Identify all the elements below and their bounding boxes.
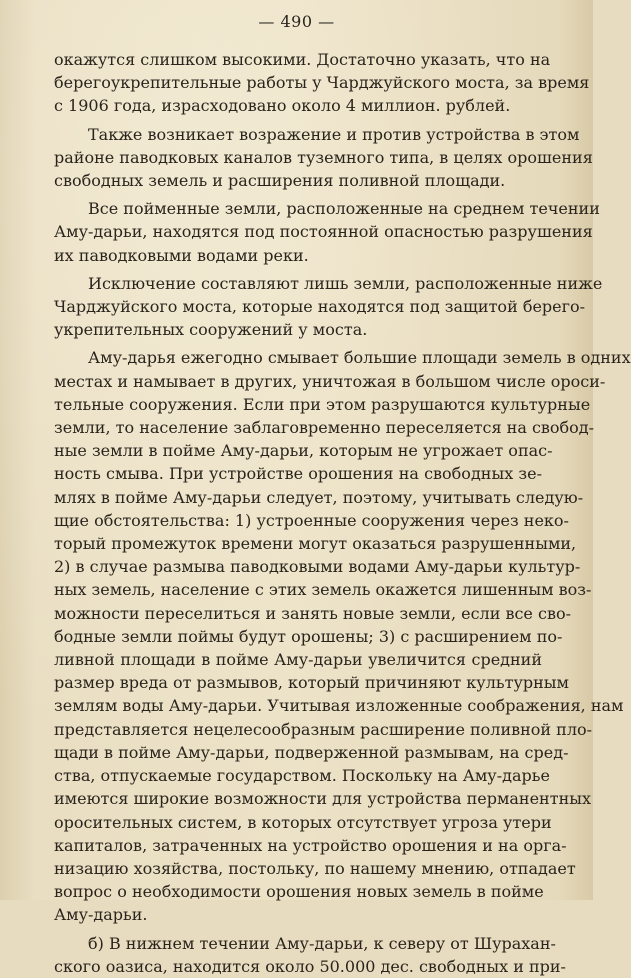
text-line: оросительных систем, в которых отсутствует угроза утери: [54, 812, 552, 832]
document-body: [54, 48, 631, 978]
text-line: ных земель, население с этих земель окажется лишенным воз-: [54, 580, 592, 600]
text-line: местах и намывает в других, уничтожая в большом числе ороси-: [54, 371, 606, 391]
text-line: свободных земель и расширения поливной площади.: [54, 171, 506, 191]
text-line: окажутся слишком высокими. Достаточно указать, что на: [54, 50, 551, 69]
text-line: вопрос о необходимости орошения новых земель в пойме: [54, 882, 544, 902]
text-line: тельные сооружения. Если при этом разрушаются культурные: [54, 394, 591, 414]
text-line: щади в пойме Аму-дарьи, подверженной размывам, на сред-: [54, 742, 569, 762]
paragraph: [54, 123, 593, 193]
text-line: 2) в случае размыва паводковыми водами Аму-дарьи культур-: [54, 557, 581, 577]
text-line: щие обстоятельства: 1) устроенные сооружения через неко-: [54, 510, 569, 530]
text-line: Также возникает возражение и против устройства в этом: [88, 124, 580, 144]
text-line: с 1906 года, израсходовано около 4 миллион. рублей.: [54, 96, 511, 116]
text-line: ливной площади в пойме Аму-дарьи увеличится средний: [54, 650, 542, 670]
text-line: Исключение составляют лишь земли, расположенные ниже: [88, 273, 603, 293]
paragraph: [54, 346, 631, 926]
text-line: землям воды Аму-дарьи. Учитывая изложенные соображения, нам: [54, 696, 624, 716]
text-line: укрепительных сооружений у моста.: [54, 320, 368, 340]
text-line: Аму-дарьи, находятся под постоянной опасностью разрушения: [54, 222, 593, 242]
text-line: Аму-дарья ежегодно смывает большие площади земель в одних: [88, 348, 631, 368]
text-line: ского оазиса, находится около 50.000 дес. свободных и при-: [54, 956, 566, 976]
text-line: ные земли в пойме Аму-дарьи, которым не угрожает опас-: [54, 441, 553, 461]
text-line: Аму-дарьи.: [54, 905, 148, 925]
text-line: берегоукрепительные работы у Чарджуйского моста, за время: [54, 73, 590, 93]
text-line: районе паводковых каналов туземного типа, в целях орошения: [54, 147, 593, 167]
page-number: — 490 —: [258, 12, 335, 31]
text-line: их паводковыми водами реки.: [54, 245, 309, 265]
text-line: бодные земли поймы будут орошены; 3) с расширением по-: [54, 626, 563, 646]
text-line: торый промежуток времени могут оказаться разрушенными,: [54, 534, 577, 554]
paragraph: [54, 48, 590, 118]
text-line: Все пойменные земли, расположенные на среднем течении: [88, 199, 600, 219]
paragraph: [54, 932, 566, 978]
text-line: низацию хозяйства, постольку, по нашему мнению, отпадает: [54, 858, 576, 878]
text-line: можности переселиться и занять новые земли, если все сво-: [54, 603, 571, 623]
text-line: б) В нижнем течении Аму-дарьи, к северу от Шурахан-: [88, 933, 556, 953]
text-line: ность смыва. При устройстве орошения на свободных зе-: [54, 464, 542, 484]
text-line: земли, то население заблаговременно переселяется на свобод-: [54, 418, 595, 438]
paragraph: [54, 197, 600, 267]
text-line: Чарджуйского моста, которые находятся под защитой берего-: [54, 297, 586, 317]
paragraph: [54, 272, 603, 342]
text-line: представляется нецелесообразным расширение поливной пло-: [54, 719, 593, 739]
text-line: млях в пойме Аму-дарьи следует, поэтому, учитывать следую-: [54, 487, 584, 507]
text-line: ства, отпускаемые государством. Поскольку на Аму-дарье: [54, 766, 550, 786]
text-line: имеются широкие возможности для устройства перманентных: [54, 789, 591, 809]
text-line: капиталов, затраченных на устройство орошения и на орга-: [54, 835, 567, 855]
text-line: размер вреда от размывов, который причиняют культурным: [54, 673, 569, 693]
